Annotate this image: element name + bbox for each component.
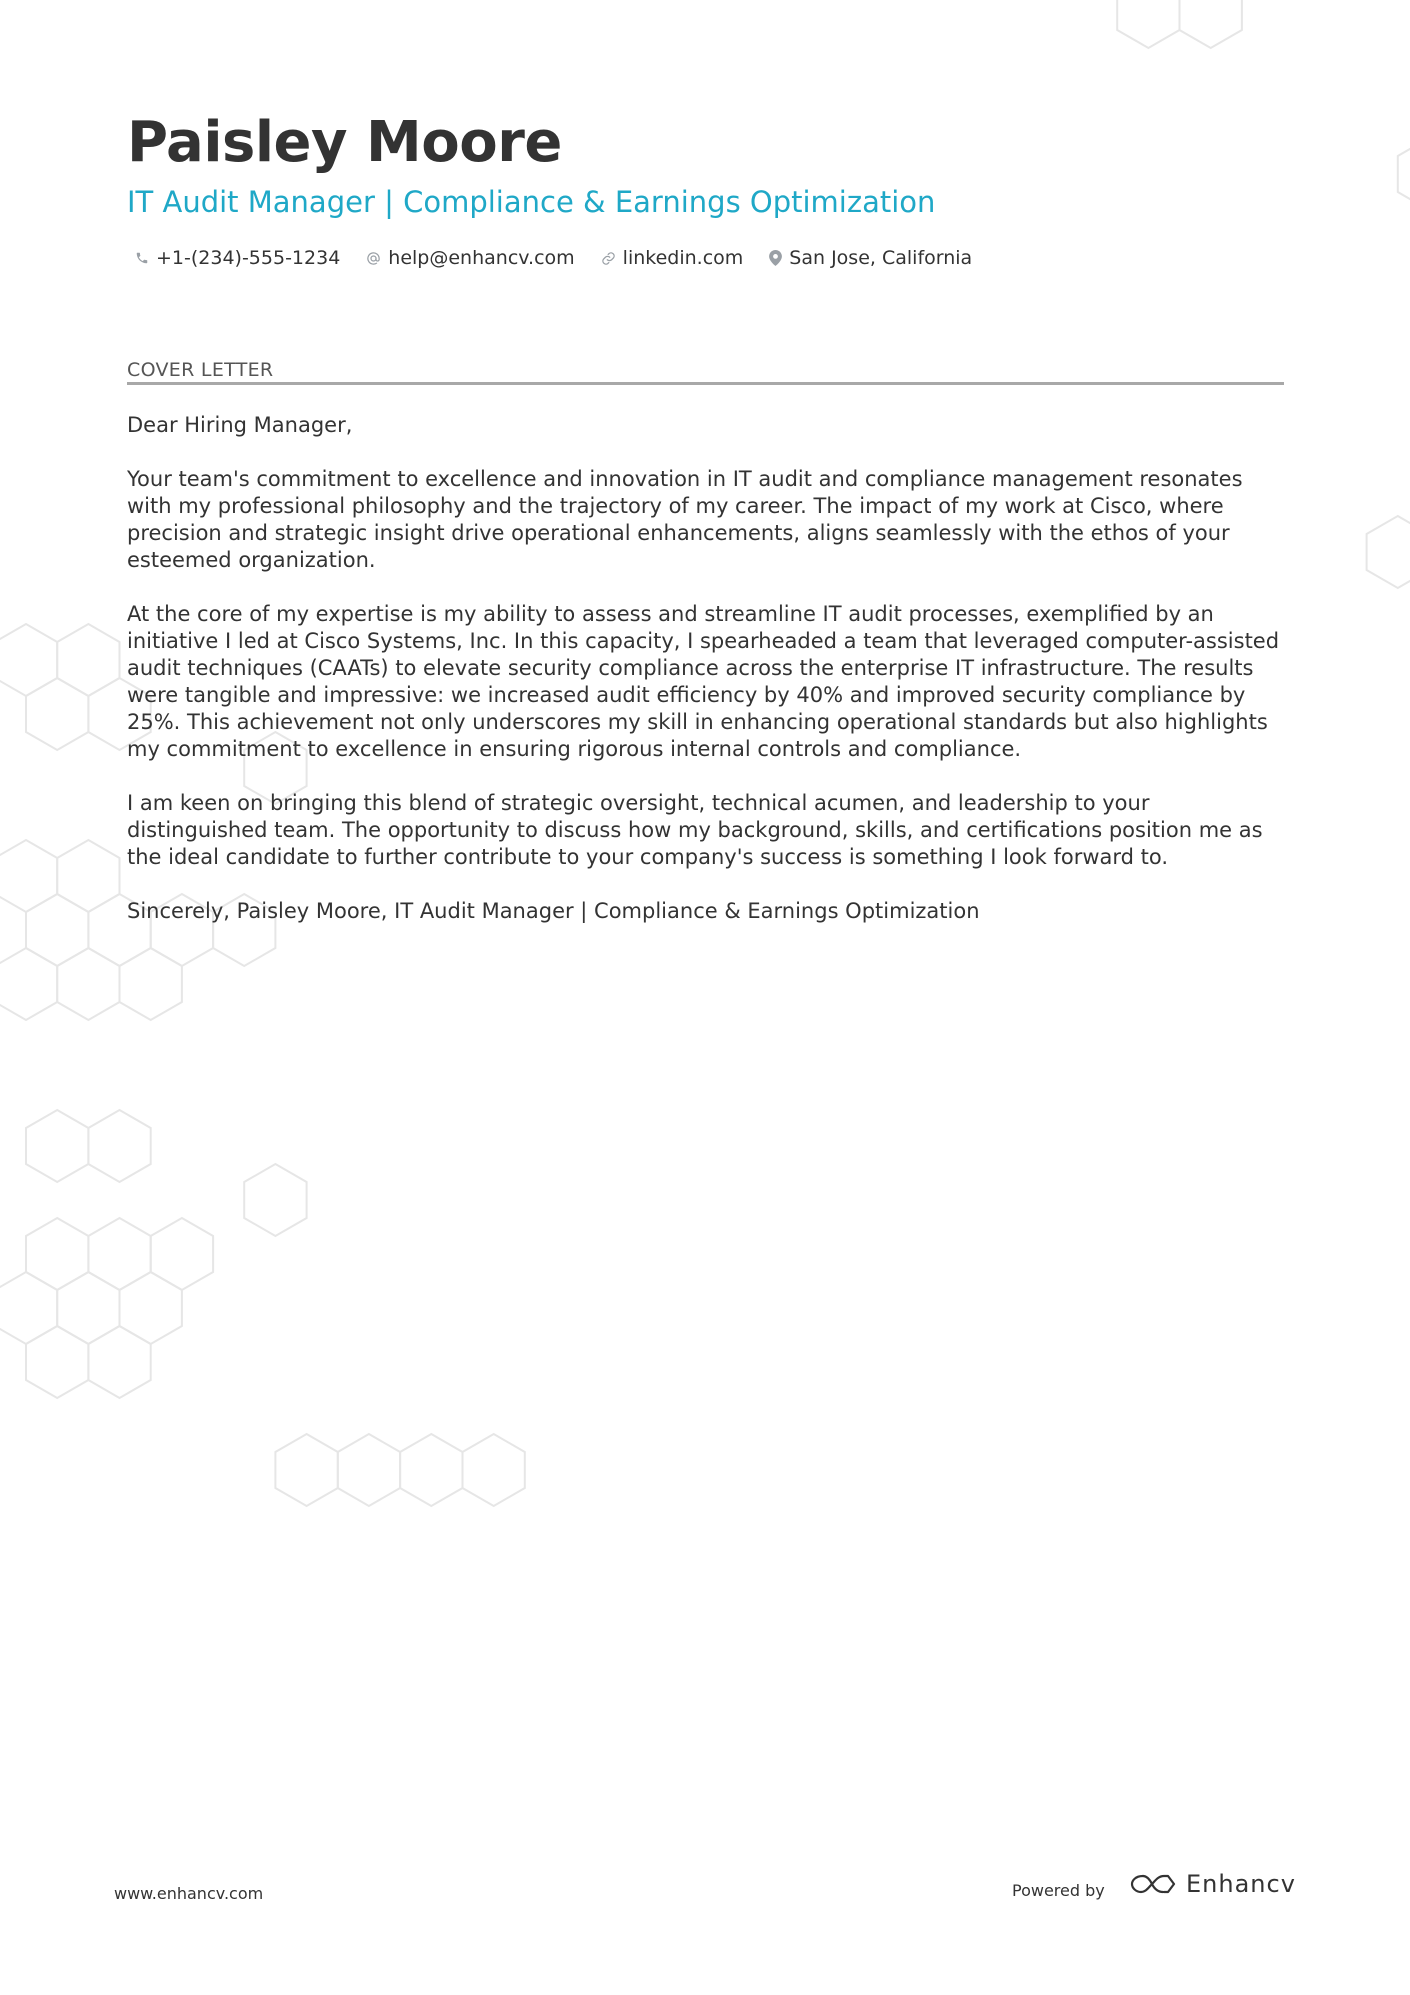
- letter-paragraph: At the core of my expertise is my ability to assess and streamline IT audit processes, exemplified by an initiative I led at Cisco Systems, Inc. In this capacity, I spearheaded a team that leveraged computer-assisted audit techniques (CAATs) to elevate security compliance across the enterprise IT infrastructure. The results were tangible and impressive: we increased audit efficiency by 40% and improved security compliance by 25%. This achievement not only underscores my skill in enhancing operational standards but also highlights my commitment to excellence in ensuring rigorous internal controls and compliance.: [127, 602, 1280, 761]
- contact-phone-text: +1-(234)-555-1234: [156, 247, 341, 269]
- contact-email-text: help@enhancv.com: [388, 247, 575, 269]
- link-icon: [601, 251, 616, 266]
- contact-location: [769, 247, 972, 269]
- letter-paragraph: I am keen on bringing this blend of strategic oversight, technical acumen, and leadership to your distinguished team. The opportunity to discuss how my background, skills, and certifications position me as the ideal candidate to further contribute to your company's success is something I look forward to.: [127, 791, 1263, 869]
- enhancv-logo-icon: [1130, 1872, 1176, 1896]
- letter-paragraph: Your team's commitment to excellence and innovation in IT audit and compliance management resonates with my professional philosophy and the trajectory of my career. The impact of my work at Cisco, where precision and strategic insight drive operational enhancements, aligns seamlessly with the ethos of your esteemed organization.: [127, 467, 1243, 572]
- at-icon: [366, 251, 381, 266]
- candidate-name: Paisley Moore: [127, 110, 562, 175]
- letter-closing: Sincerely, Paisley Moore, IT Audit Manager | Compliance & Earnings Optimization: [127, 899, 980, 923]
- contact-location-text: San Jose, California: [789, 247, 973, 269]
- contact-phone[interactable]: [135, 247, 340, 269]
- phone-icon: [135, 251, 149, 265]
- contact-linkedin-text: linkedin.com: [622, 247, 744, 269]
- enhancv-logo[interactable]: [1130, 1870, 1296, 1898]
- contact-linkedin[interactable]: [601, 247, 744, 269]
- section-title: COVER LETTER: [127, 359, 274, 381]
- contact-email[interactable]: [366, 247, 574, 269]
- contact-bar: [135, 247, 972, 269]
- letter-body: [127, 412, 1287, 952]
- section-divider: [127, 382, 1284, 385]
- enhancv-brand-name: Enhancv: [1186, 1870, 1296, 1898]
- footer-website-link[interactable]: www.enhancv.com: [114, 1884, 264, 1903]
- candidate-headline: IT Audit Manager | Compliance & Earnings Optimization: [127, 185, 936, 219]
- powered-by-label: Powered by: [1012, 1881, 1105, 1900]
- location-pin-icon: [769, 250, 782, 266]
- letter-greeting: Dear Hiring Manager,: [127, 413, 353, 437]
